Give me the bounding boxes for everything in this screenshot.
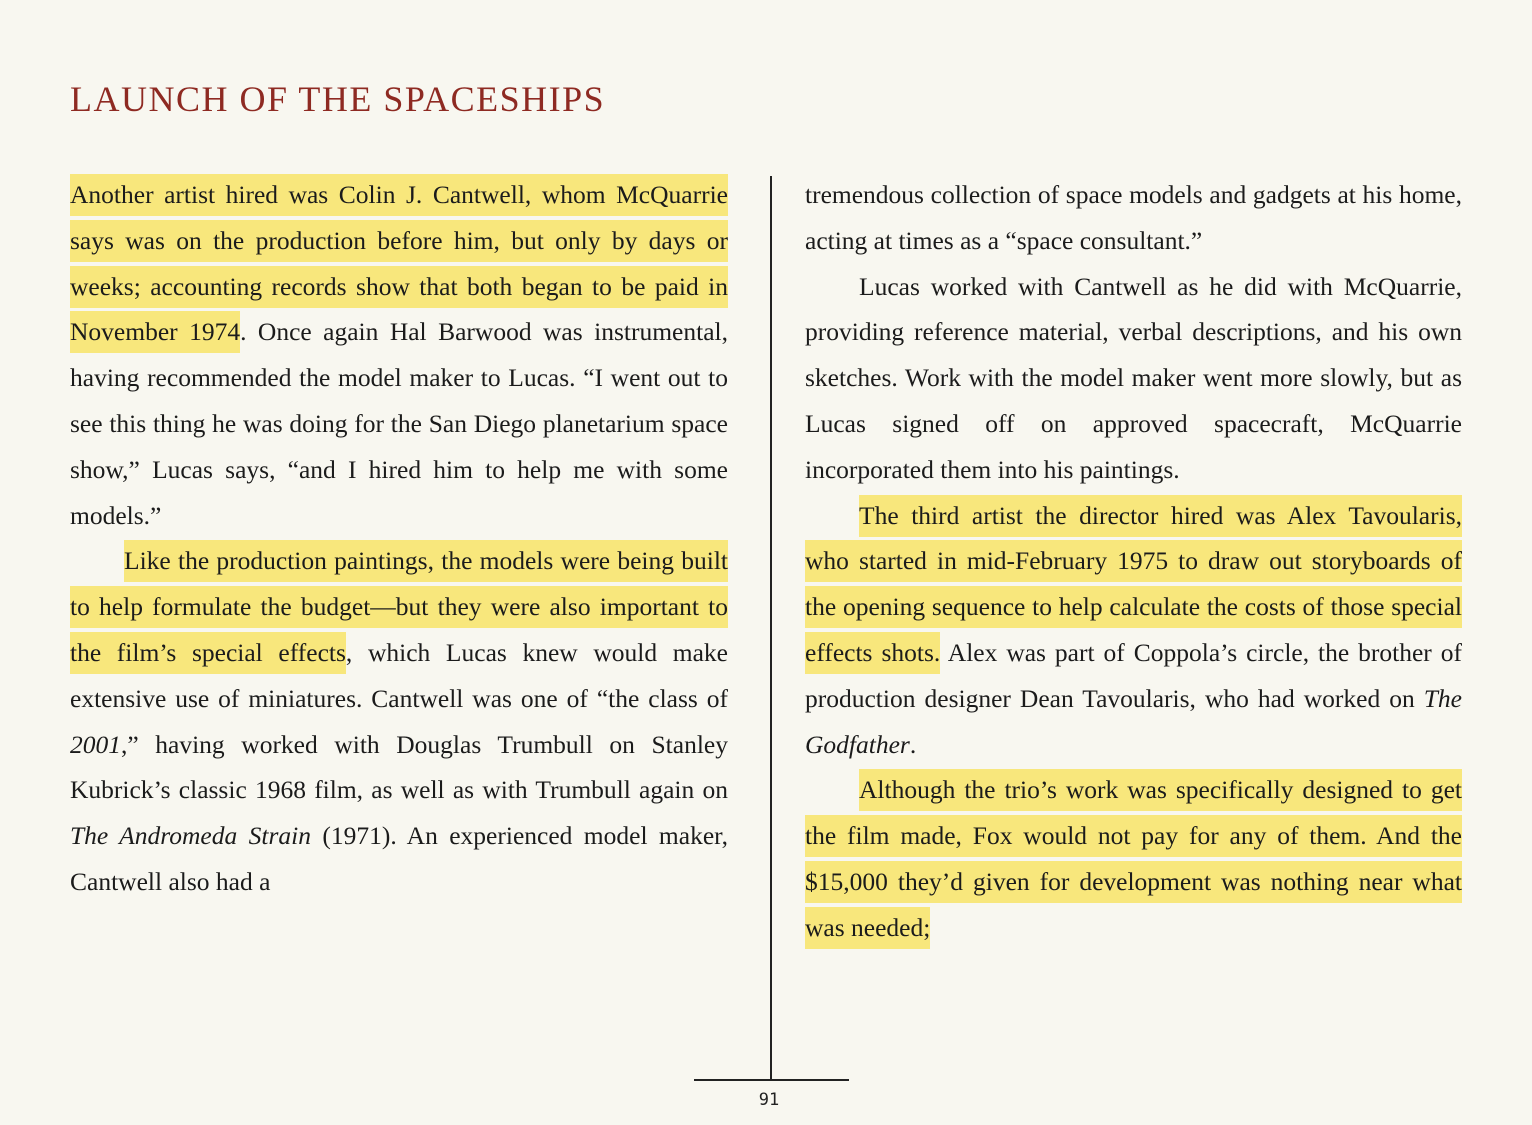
paragraph-cantwell-hire: [70, 172, 728, 538]
chapter-title: LAUNCH OF THE SPACESHIPS: [70, 79, 606, 119]
film-title-italic: The Andromeda Strain: [70, 821, 311, 851]
left-column: [70, 172, 728, 905]
column-divider: [770, 176, 772, 1080]
highlighted-passage[interactable]: The third artist the director hired was Alex Tavoularis, who started in mid-February 1975 to draw out storyboards of the opening sequence to help calculate the costs of those special effects shots.: [805, 495, 1462, 674]
right-column: [805, 172, 1462, 951]
paragraph-text: (1971). An experienced model maker, Cantwell also had a: [70, 821, 728, 896]
highlighted-passage[interactable]: Like the production paintings, the models were being built to help formulate the budget—but they were also important to the film’s special effects: [70, 540, 728, 674]
paragraph-trio-work: [805, 767, 1462, 950]
paragraph-text: .: [909, 729, 917, 759]
paragraph-tavoularis: [805, 493, 1462, 768]
paragraph-models-budget: [70, 538, 728, 904]
paragraph-lucas-cantwell: Lucas worked with Cantwell as he did with McQuarrie, providing reference material, verbal descriptions, and his own sketches. Work with the model maker went more slowly, but as Lucas signed off on approved spacecraft, McQuarrie incorporated them into his paintings.: [805, 271, 1462, 484]
paragraph-text: Alex was part of Coppola’s circle, the brother of production designer Dean Tavoularis, who had worked on: [805, 637, 1462, 713]
highlighted-passage[interactable]: Although the trio’s work was specifically designed to get the film made, Fox would not pay for any of them. And the $15,000 they’d given for development was nothing near what was needed;: [805, 769, 1462, 948]
highlighted-passage[interactable]: Another artist hired was Colin J. Cantwell, whom McQuarrie says was on the production before him, but only by days or weeks; accounting records show that both began to be paid in November 1974: [70, 174, 728, 353]
footer-rule: [694, 1079, 849, 1081]
film-title-italic: 2001: [70, 729, 121, 759]
paragraph-text: , which Lucas knew would make extensive use of miniatures. Cantwell was one of “the class of: [70, 637, 728, 713]
paragraph-continued: tremendous collection of space models and gadgets at his home, acting at times as a “space consultant.”: [805, 180, 1462, 255]
film-title-italic: The Godfather: [805, 683, 1462, 759]
page-number: 91: [758, 1090, 780, 1110]
paragraph-text: . Once again Hal Barwood was instrumental, having recommended the model maker to Lucas. “I went out to see this thing he was doing for the San Diego planetarium space show,” Lucas says, “and I hired him to help me with some models.”: [70, 317, 728, 530]
paragraph-text: ,” having worked with Douglas Trumbull on Stanley Kubrick’s classic 1968 film, as well as with Trumbull again on: [70, 729, 728, 805]
